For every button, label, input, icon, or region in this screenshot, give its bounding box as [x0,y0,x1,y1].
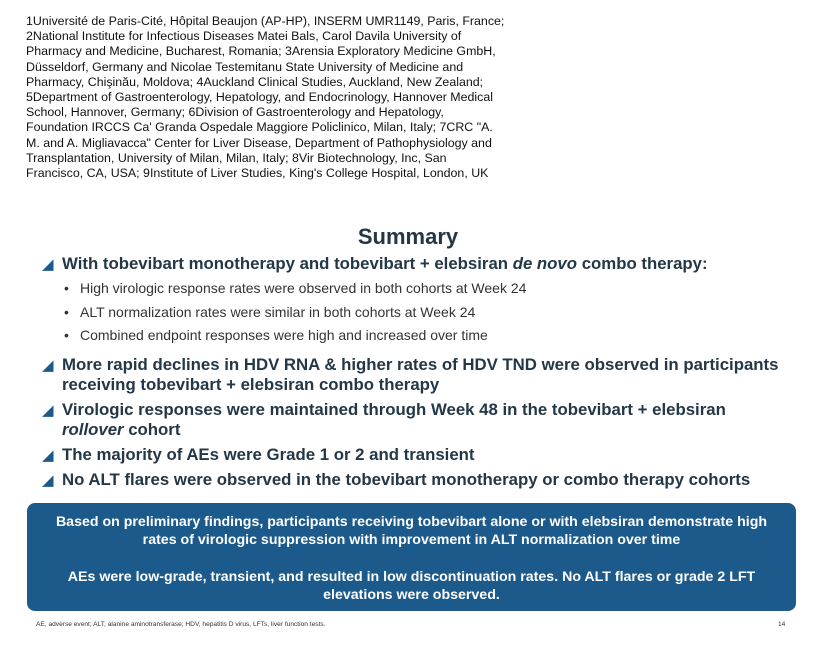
bullet-text: The majority of AEs were Grade 1 or 2 and transient [62,444,475,464]
summary-bullet-list [40,254,800,495]
bullet-text: No ALT flares were observed in the tobevibart monotherapy or combo therapy cohorts [62,469,751,489]
sub-bullet-text: ALT normalization rates were similar in both cohorts at Week 24 [80,303,476,320]
bullet-text: With tobevibart monotherapy and tobevibart + elebsiran de novo combo therapy: [62,254,708,273]
bullet-item [40,254,800,275]
affiliations-text: 1Université de Paris-Cité, Hôpital Beaujon (AP-HP), INSERM UMR1149, Paris, France; 2National Institute for Infectious Diseases Matei Bals, Carol Davila University of Pharmacy and Medicine, Bucharest, Romania; 3Arensia Exploratory Medicine GmbH, Düsseldorf, Germany and Nicolae Testemitanu State University of Medicine and Pharmacy, Chişinău, Moldova; 4Auckland Clinical Studies, Auckland, New Zealand; 5Department of Gastroenterology, Hepatology, and Endocrinology, Hannover Medical School, Hannover, Germany; 6Division of Gastroenterology and Hepatology, Foundation IRCCS Ca' Granda Ospedale Maggiore Policlinico, Milan, Italy; 7CRC "A. M. and A. Migliavacca" Center for Liver Disease, Department of Pathophysiology and Transplantation, University of Milan, Milan, Italy; 8Vir Biotechnology, Inc, San Francisco, CA, USA; 9Institute of Liver Studies, King's College Hospital, London, UK [26,14,505,181]
sub-bullet-list [62,279,800,350]
sub-bullet-item [62,279,800,303]
arrow-bullet-icon: ◢ [42,446,54,464]
conclusion-callout-box [27,503,796,611]
bullet-text: Virologic responses were maintained through Week 48 in the tobevibart + elebsiran rollover cohort [62,399,726,439]
callout-paragraph: Based on preliminary findings, participants receiving tobevibart alone or with elebsiran demonstrate high rates of virologic suppression with improvement in ALT normalization over time [55,514,768,548]
arrow-bullet-icon: ◢ [42,471,54,489]
dot-bullet-icon: • [64,327,69,343]
bullet-item [40,355,800,396]
abbreviations-footnote: AE, adverse event; ALT, alanine aminotransferase; HDV, hepatitis D virus, LFTs, liver function tests. [36,621,326,628]
bullet-text: More rapid declines in HDV RNA & higher rates of HDV TND were observed in participants receiving tobevibart + elebsiran combo therapy [62,354,779,394]
page-number: 14 [778,621,786,628]
callout-paragraph: AEs were low-grade, transient, and resulted in low discontinuation rates. No ALT flares or grade 2 LFT elevations were observed. [67,569,756,603]
sub-bullet-text: Combined endpoint responses were high and increased over time [80,327,488,343]
arrow-bullet-icon: ◢ [42,356,54,374]
bullet-item [40,445,800,466]
arrow-bullet-icon: ◢ [42,256,54,273]
slide-title: Summary [357,224,459,249]
sub-bullet-item [62,326,800,350]
bullet-item [40,470,800,491]
bullet-item [40,400,800,441]
sub-bullet-item [62,303,800,327]
sub-bullet-text: High virologic response rates were observed in both cohorts at Week 24 [80,280,527,296]
arrow-bullet-icon: ◢ [42,401,54,419]
dot-bullet-icon: • [64,303,69,320]
dot-bullet-icon: • [64,280,69,296]
